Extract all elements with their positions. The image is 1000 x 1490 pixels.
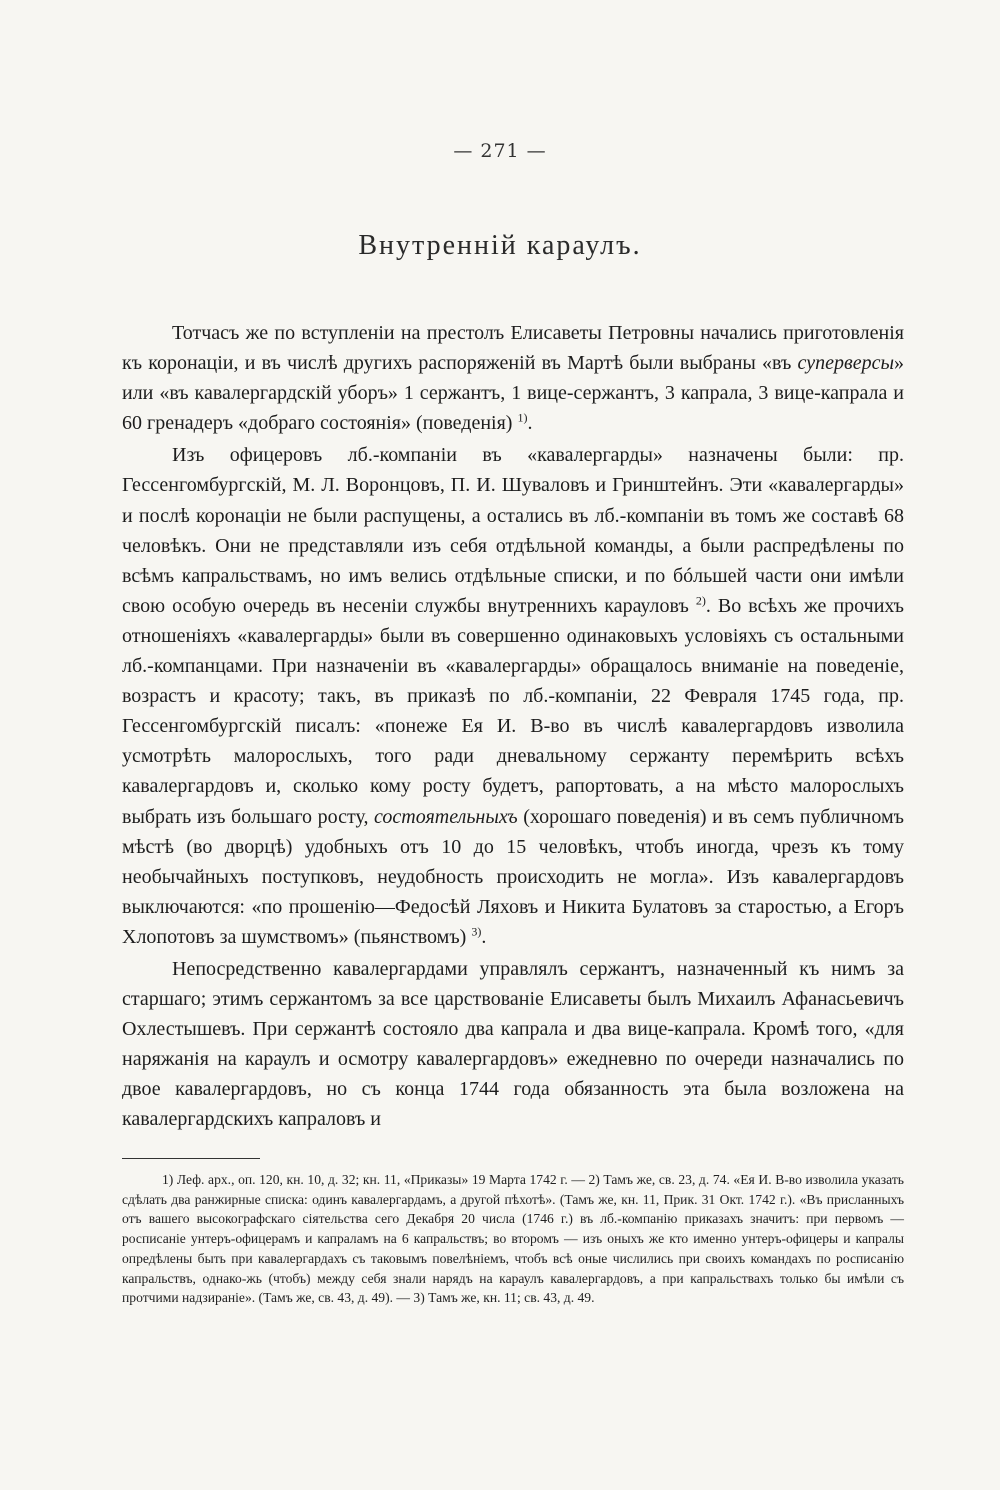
footnote-ref: 2) [695,593,706,608]
italic-term: состоятельныхъ [374,805,518,828]
text-run: . [481,925,487,948]
footnote-ref: 3) [471,924,482,939]
paragraph [122,440,904,952]
footnotes [122,1170,904,1308]
text-run: Непосредственно кавалергардами управлялъ сержантъ, назначенный къ нимъ за старшаго; этимъ сержантомъ за все царствованіе Елисаветы былъ Михаилъ Афанасьевичъ Охлестышевъ. При сержантѣ состояло два капрала и два вице-капрала. Кромѣ того, «для наряжанія на караулъ и осмотру кавалергардовъ» ежедневно по очереди назначались по двое кавалергардовъ, но съ конца 1744 года обязанность эта была возложена на кавалергардскихъ капраловъ и [122,957,904,1131]
section-heading: Внутренній караулъ. [358,230,642,261]
text-run: . [527,412,533,435]
footnote-ref: 1) [517,410,528,425]
text-run: Изъ офицеровъ лб.-компаніи въ «кавалергарды» назначены были: пр. Гессенгомбургскій, М. Л. Воронцовъ, П. И. Шуваловъ и Гринштейнъ. Эти «кавалергарды» и послѣ коронаціи не были распущены, а остались въ лб.-компаніи въ томъ же составѣ 68 человѣкъ. Они не представляли изъ себя отдѣльной команды, а были распредѣлены по всѣмъ капральствамъ, но имъ велись отдѣльные списки, и по бóльшей части они имѣли свою особую очередь въ несеніи службы внутреннихъ карауловъ [122,444,904,617]
text-run: Тотчасъ же по вступленіи на престолъ Елисаветы Петровны начались приготовленія къ коронаціи, и въ числѣ другихъ распоряженій въ Мартѣ были выбраны «въ [122,322,904,375]
italic-term: суперверсы [797,352,894,375]
page-number: — 271 — [453,140,547,162]
text-run: (хорошаго поведенія) и въ семъ публичномъ мѣстѣ (во дворцѣ) удобныхъ отъ 10 до 15 человѣкъ, чтобъ иногда, чрезъ къ тому необычайныхъ поступковъ, неудобность происходить не могла». Изъ кавалергардовъ выключаются: «по прошенію—Федосѣй Ляховъ и Никита Булатовъ за старостью, а Егоръ Хлопотовъ за шумствомъ» (пьянствомъ) [122,805,904,948]
text-run: » или «въ кавалергардскій уборъ» 1 сержантъ, 1 вице-сержантъ, 3 капрала, 3 вице-капрала и 60 гренадеръ «добраго состоянія» (поведенія) [122,352,904,435]
paragraph [122,954,904,1135]
footnote-rule [122,1158,260,1159]
footnote-text: 1) Леф. арх., оп. 120, кн. 10, д. 32; кн. 11, «Приказы» 19 Марта 1742 г. — 2) Тамъ же, св. 23, д. 74. «Ея И. В-во изволила указать сдѣлать два ранжирные списка: одинъ кавалергардамъ, а другой пѣхотѣ». (Тамъ же, кн. 11, Прик. 31 Окт. 1742 г.). «Въ присланныхъ отъ вашего высокографскаго сіятельства сего Декабря 20 числа (1746 г.) въ лб.-компанію приказахъ значитъ: при первомъ — росписаніе унтеръ-офицерамъ и капраламъ на 6 капральствъ; во второмъ — изъ оныхъ же кто именно унтеръ-офицеры и капралы опредѣлены быть при кавалергардахъ съ таковымъ повелѣніемъ, чтобъ всѣ оные числились при своихъ командахъ по росписанію капральствъ, однако-жь (чтобъ) между себя знали нарядъ на караулъ кавалергардовъ, а при капральствахъ только бы имѣли съ протчими надзираніе». (Тамъ же, св. 43, д. 49). — 3) Тамъ же, кн. 11; св. 43, д. 49. [122,1172,904,1306]
paragraph [122,318,904,438]
body-text [122,318,904,1137]
text-run: . Во всѣхъ же прочихъ отношеніяхъ «кавалергарды» были въ совершенно одинаковыхъ условіяхъ съ остальными лб.-компанцами. При назначеніи въ «кавалергарды» обращалось вниманіе на поведеніе, возрастъ и красоту; такъ, въ приказѣ по лб.-компаніи, 22 Февраля 1745 года, пр. Гессенгомбургскій писалъ: «понеже Ея И. В-во въ числѣ кавалергардовъ изволила усмотрѣть малорослыхъ, того ради дневальному сержанту перемѣрить всѣхъ кавалергардовъ и, сколько кому росту будетъ, рапортовать, а на мѣсто малорослыхъ выбрать изъ большаго росту, [122,594,904,828]
